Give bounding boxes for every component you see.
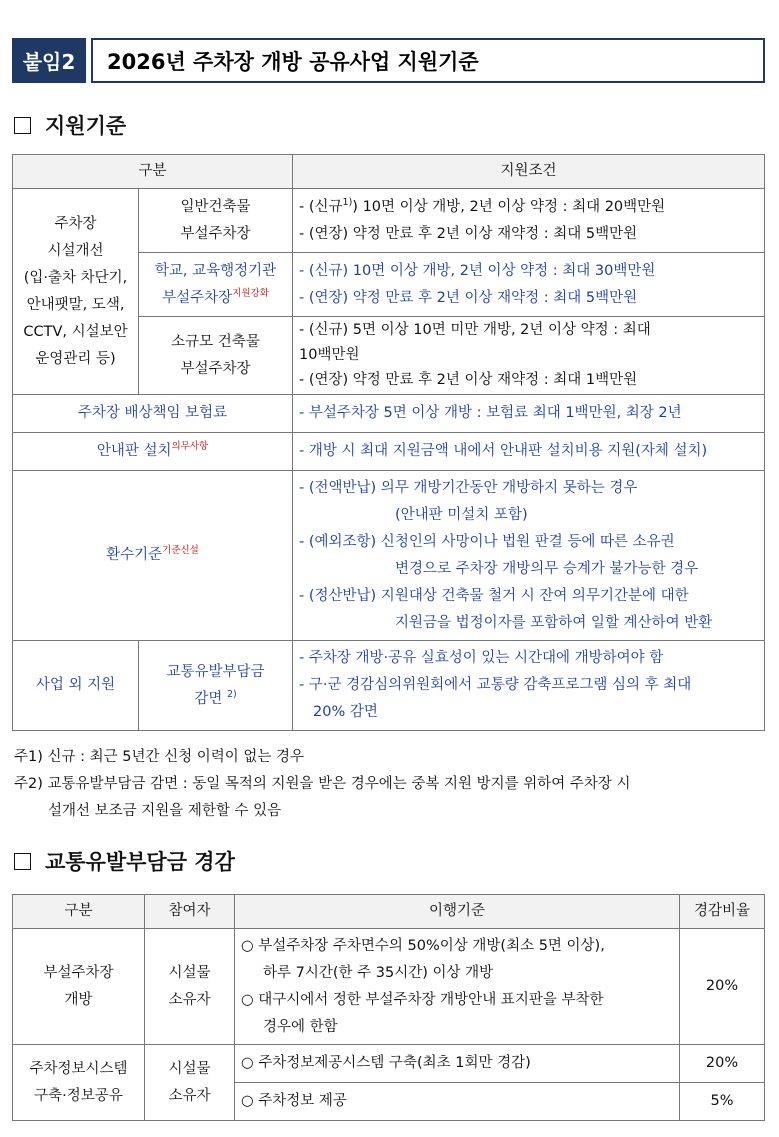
- general-building-cell: 일반건축물 부설주차장: [139, 189, 293, 253]
- document-header: [12, 38, 765, 83]
- traffic-charge-cell: 교통유발부담금 감면 $^{2)}$: [139, 641, 293, 731]
- header-rate: 경감비율: [680, 895, 765, 929]
- insurance-condition-cell: - 부설주차장 5면 이상 개방 : 보험료 최대 1백만원, 최장 2년: [293, 395, 765, 433]
- header-category: 구분: [13, 895, 145, 929]
- section-traffic-charge: [14, 846, 235, 876]
- school-condition-cell: - (신규) 10면 이상 개방, 2년 이상 약정 : 최대 30백만원 - (연장) 약정 만료 후 2년 이상 재약정 : 최대 5백만원: [293, 253, 765, 317]
- facility-improvement-cell: 주차장 시설개선 (입·출차 차단기, 안내팻말, 도색, CCTV, 시설보안 운영관리 등): [13, 189, 139, 395]
- category-cell: 부설주차장 개방: [13, 929, 145, 1045]
- square-bullet-icon: [14, 117, 31, 134]
- footnote-2-cont: 설개선 보조금 지원을 제한할 수 있음: [48, 803, 282, 819]
- small-building-cell: 소규모 건축물 부설주차장: [139, 317, 293, 395]
- footnote-2: 주2) 교통유발부담금 감면 : 동일 목적의 지원을 받은 경우에는 중복 지원 방지를 위하여 주차장 시: [14, 776, 631, 792]
- criteria-cell: ○ 부설주차장 주차면수의 50%이상 개방(최소 5면 이상), 하루 7시간(한 주 35시간) 이상 개방 ○ 대구시에서 정한 부설주차장 개방안내 표지판을 부착한 경우에 한함: [235, 929, 680, 1045]
- refund-condition-cell: - (전액반납) 의무 개방기간동안 개방하지 못하는 경우 (안내판 미설치 포함) - (예외조항) 신청인의 사망이나 법원 판결 등에 따른 소유권 변경으로 주차장 개방의무 승계가 불가능한 경우 - (정산반납) 지원대상 건축물 철거 시 잔여 의무기간분에 대한 지원금을 법정이자를 포함하여 일할 계산하여 반환: [293, 471, 765, 641]
- support-criteria-table: [12, 154, 765, 731]
- participant-cell: 시설물 소유자: [145, 929, 235, 1045]
- document-title: 2026년 주차장 개방 공유사업 지원기준: [91, 38, 765, 83]
- square-bullet-icon: [14, 853, 31, 870]
- table-row: [13, 433, 765, 471]
- footnote-1: 주1) 신규 : 최근 5년간 신청 이력이 없는 경우: [14, 749, 304, 765]
- category-cell: 주차정보시스템 구축·정보공유: [13, 1045, 145, 1121]
- footnotes: [14, 744, 774, 825]
- insurance-cell: 주차장 배상책임 보험료: [13, 395, 293, 433]
- table-row: [13, 929, 765, 1045]
- school-building-cell: 학교, 교육행정기관 부설주차장$^{지원강화}$: [139, 253, 293, 317]
- participant-cell: 시설물 소유자: [145, 1045, 235, 1121]
- rate-cell: 20%: [680, 1045, 765, 1083]
- table-header-row: [13, 895, 765, 929]
- header-criteria: 이행기준: [235, 895, 680, 929]
- general-condition-cell: - (신규$^{1)}$) 10면 이상 개방, 2년 이상 약정 : 최대 20백만원 - (연장) 약정 만료 후 2년 이상 재약정 : 최대 5백만원: [293, 189, 765, 253]
- table-header-row: [13, 155, 765, 189]
- criteria-cell: ○ 주차정보제공시스템 구축(최초 1회만 경감): [235, 1045, 680, 1083]
- table-row: [13, 1045, 765, 1083]
- criteria-cell: ○ 주차정보 제공: [235, 1083, 680, 1121]
- traffic-charge-table: [12, 894, 765, 1121]
- section-support-criteria: [14, 110, 126, 140]
- section-title: 지원기준: [45, 114, 127, 138]
- refund-cell: 환수기준$^{기준신설}$: [13, 471, 293, 641]
- table-row: [13, 471, 765, 641]
- mandatory-tag: 의무사항: [171, 441, 209, 453]
- table-row: [13, 641, 765, 731]
- section-title: 교통유발부담금 경감: [45, 850, 235, 874]
- reinforced-tag: 지원강화: [232, 287, 269, 299]
- table-row: [13, 395, 765, 433]
- header-category: 구분: [13, 155, 293, 189]
- header-participant: 참여자: [145, 895, 235, 929]
- signboard-cell: 안내판 설치$^{의무사항}$: [13, 433, 293, 471]
- small-condition-cell: - (신규) 5면 이상 10면 미만 개방, 2년 이상 약정 : 최대 10백만원 - (연장) 약정 만료 후 2년 이상 재약정 : 최대 1백만원: [293, 317, 765, 395]
- signboard-condition-cell: - 개방 시 최대 지원금액 내에서 안내판 설치비용 지원(자체 설치): [293, 433, 765, 471]
- rate-cell: 20%: [680, 929, 765, 1045]
- extra-support-cell: 사업 외 지원: [13, 641, 139, 731]
- extra-condition-cell: - 주차장 개방·공유 실효성이 있는 시간대에 개방하여야 함 - 구·군 경감심의위원회에서 교통량 감축프로그램 심의 후 최대 20% 감면: [293, 641, 765, 731]
- attachment-badge: 붙임2: [12, 38, 86, 83]
- table-row: [13, 189, 765, 253]
- rate-cell: 5%: [680, 1083, 765, 1121]
- header-condition: 지원조건: [293, 155, 765, 189]
- new-criteria-tag: 기준신설: [162, 545, 199, 557]
